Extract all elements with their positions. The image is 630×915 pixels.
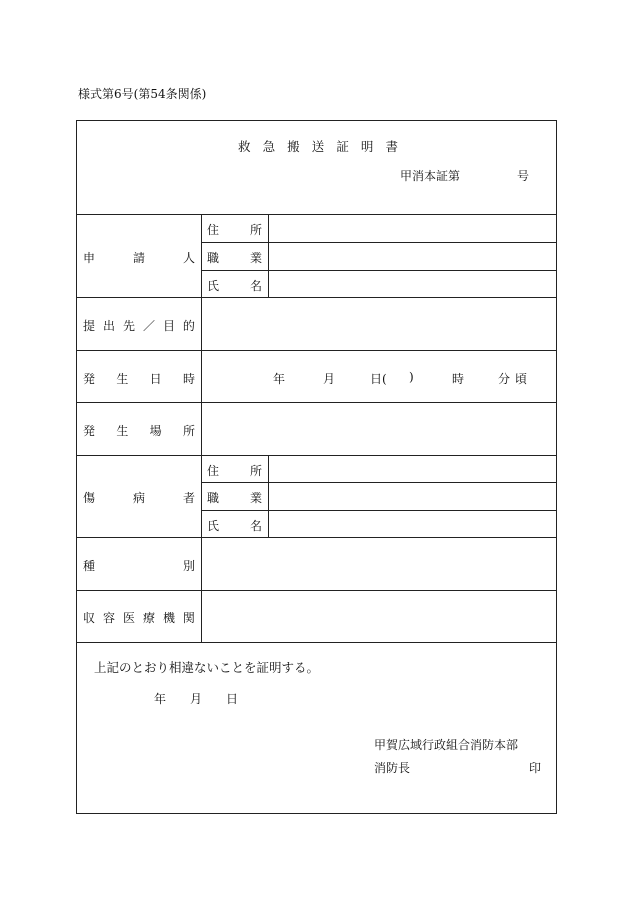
column-divider bbox=[268, 214, 269, 297]
patient-occupation-field[interactable] bbox=[270, 483, 556, 509]
patient-occupation-label: 職 業 bbox=[207, 491, 262, 505]
seal-mark: 印 bbox=[529, 761, 542, 775]
occurrence-day-unit: 日( bbox=[370, 372, 387, 386]
column-divider bbox=[268, 455, 269, 537]
category-label: 種 別 bbox=[83, 559, 195, 573]
certification-text: 上記のとおり相違ないことを証明する。 bbox=[94, 660, 320, 675]
occurrence-hour-unit: 時 bbox=[452, 372, 465, 386]
document-title: 救 急 搬 送 証 明 書 bbox=[238, 139, 398, 154]
hospital-label: 収 容 医 療 機 関 bbox=[83, 611, 195, 625]
occurrence-place-field[interactable] bbox=[203, 403, 556, 454]
applicant-occupation-label: 職 業 bbox=[207, 251, 262, 265]
hospital-field[interactable] bbox=[203, 591, 556, 641]
occurrence-year-unit: 年 bbox=[273, 372, 286, 386]
applicant-address-label: 住 所 bbox=[207, 223, 262, 237]
applicant-name-label: 氏 名 bbox=[207, 279, 262, 293]
patient-name-field[interactable] bbox=[270, 511, 556, 536]
occurrence-place-label: 発 生 場 所 bbox=[83, 424, 195, 438]
column-divider bbox=[201, 214, 202, 642]
category-field[interactable] bbox=[203, 538, 556, 589]
occurrence-month-unit: 月 bbox=[323, 372, 336, 386]
occurrence-dow-close: ) bbox=[409, 370, 414, 384]
certificate-number-suffix: 号 bbox=[517, 169, 530, 183]
patient-address-label: 住 所 bbox=[207, 464, 262, 478]
divider bbox=[76, 642, 557, 643]
submit-purpose-field[interactable] bbox=[203, 298, 556, 349]
signature-title: 消防長 bbox=[374, 761, 411, 775]
occurrence-datetime-label: 発 生 日 時 bbox=[83, 372, 195, 386]
occurrence-approx: 頃 bbox=[515, 372, 528, 386]
applicant-address-field[interactable] bbox=[270, 215, 556, 241]
patient-label: 傷 病 者 bbox=[83, 491, 195, 505]
applicant-name-field[interactable] bbox=[270, 271, 556, 296]
applicant-occupation-field[interactable] bbox=[270, 243, 556, 269]
certification-day-unit: 日 bbox=[226, 692, 239, 706]
form-reference: 様式第6号(第54条関係) bbox=[78, 87, 207, 101]
certificate-number-prefix: 甲消本証第 bbox=[400, 169, 461, 183]
patient-address-field[interactable] bbox=[270, 456, 556, 481]
occurrence-minute-unit: 分 bbox=[498, 372, 511, 386]
certification-month-unit: 月 bbox=[190, 692, 203, 706]
applicant-label: 申 請 人 bbox=[83, 251, 195, 265]
submit-purpose-label: 提 出 先 ／ 目 的 bbox=[83, 319, 195, 333]
signature-organization: 甲賀広域行政組合消防本部 bbox=[374, 738, 519, 752]
patient-name-label: 氏 名 bbox=[207, 519, 262, 533]
certification-year-unit: 年 bbox=[154, 692, 167, 706]
divider bbox=[76, 350, 557, 351]
